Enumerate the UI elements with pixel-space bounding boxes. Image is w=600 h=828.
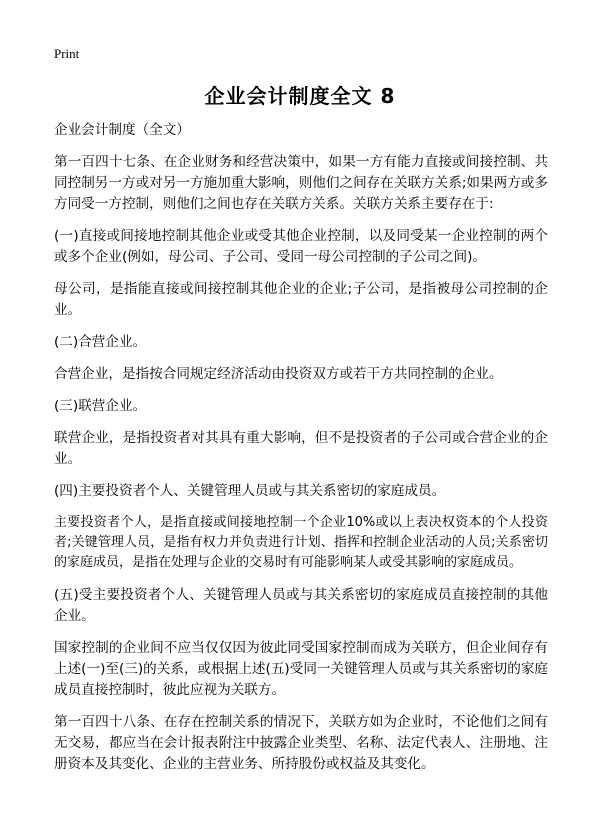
paragraph: 合营企业，是指按合同规定经济活动由投资双方或若干方共同控制的企业。 bbox=[54, 366, 503, 382]
print-link[interactable]: Print bbox=[54, 46, 80, 61]
paragraph: 企业会计制度（全文） bbox=[54, 122, 190, 138]
paragraph: (二)合营企业。 bbox=[54, 334, 147, 350]
paragraph: 第一百四十七条、在企业财务和经营决策中，如果一方有能力直接或间接控制、共同控制另一方或对另一方施加重大影响，则他们之间存在关联方关系;如果两方或多方同受一方控制，则他们之间也存在关联方关系。关联方关系主要存在于: bbox=[54, 154, 548, 212]
paragraph: 主要投资者个人，是指直接或间接地控制一个企业10%或以上表决权资本的个人投资者;关键管理人员，是指有权力并负责进行计划、指挥和控制企业活动的人员;关系密切的家庭成员，是指在处理与企业的交易时有可能影响某人或受其影响的家庭成员。 bbox=[54, 515, 548, 570]
document-body bbox=[54, 120, 548, 786]
paragraph: (四)主要投资者个人、关键管理人员或与其关系密切的家庭成员。 bbox=[54, 483, 446, 499]
paragraph: 第一百四十八条、在存在控制关系的情况下，关联方如为企业时，不论他们之间有无交易，都应当在会计报表附注中披露企业类型、名称、法定代表人、注册地、注册资本及其变化、企业的主营业务、所持股份或权益及其变化。 bbox=[54, 714, 548, 772]
document-title: 企业会计制度全文 8 bbox=[204, 84, 396, 108]
paragraph: 国家控制的企业间不应当仅仅因为彼此同受国家控制而成为关联方，但企业间存有上述(一)至(三)的关系，或根据上述(五)受同一关键管理人员或与其关系密切的家庭成员直接控制时，彼此应视为关联方。 bbox=[54, 640, 549, 698]
paragraph: 联营企业，是指投资者对其具有重大影响，但不是投资者的子公司或合营企业的企业。 bbox=[54, 430, 548, 467]
paragraph: (三)联营企业。 bbox=[54, 398, 147, 414]
paragraph: (五)受主要投资者个人、关键管理人员或与其关系密切的家庭成员直接控制的其他企业。 bbox=[54, 587, 548, 624]
paragraph: 母公司，是指能直接或间接控制其他企业的企业;子公司，是指被母公司控制的企业。 bbox=[54, 281, 548, 318]
paragraph: (一)直接或间接地控制其他企业或受其他企业控制，以及同受某一企业控制的两个或多个企业(例如，母公司、子公司、受同一母公司控制的子公司之间)。 bbox=[54, 228, 548, 265]
